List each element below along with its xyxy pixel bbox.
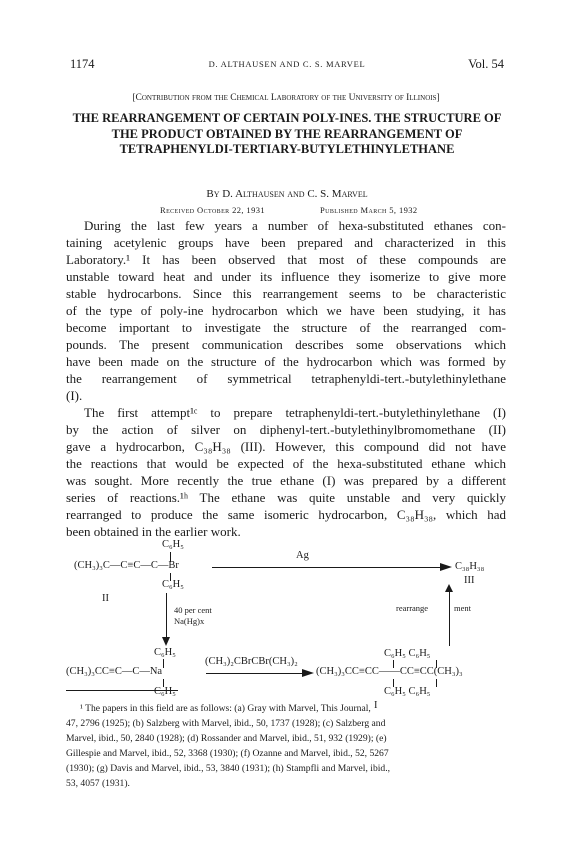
author-byline: By D. Althausen and C. S. Marvel xyxy=(206,188,368,200)
body-line: been obtained in the earlier work. xyxy=(66,524,241,539)
body-line: The first attempt¹ᶜ to prepare tetraphenyldi-tert.-butylethinylethane (I) xyxy=(84,405,506,420)
footnote-rule xyxy=(66,690,178,691)
body-line: by the action of silver on diphenyl-tert.-butylethinylbromomethane (II) xyxy=(66,422,506,437)
body-line: gave a hydrocarbon, C₃₈H₃₈ (III). However, this compound did not have xyxy=(66,439,506,454)
reagent-silver: Ag xyxy=(296,550,309,561)
footnote-line: 53, 4057 (1931). xyxy=(66,778,130,789)
bond-line xyxy=(436,679,437,687)
product-formula: C₃₈H₃₈ xyxy=(455,561,485,572)
sodium-top-phenyl: C₆H₅ xyxy=(154,647,176,658)
arrowhead xyxy=(162,637,170,646)
compound-label-ii: II xyxy=(102,593,109,604)
bromide-formula: (CH₃)₃C—C≡C—C—Br xyxy=(74,560,179,571)
body-line: the reactions that would be expected of the hexa-substituted ethane which xyxy=(66,456,506,471)
body-line: of the type of poly-ine hydrocarbon which we have been studying, it has xyxy=(66,303,506,318)
arrowhead xyxy=(445,584,453,592)
body-line: the rearrangement of symmetrical tetraphenyldi-tert.-butylethinylethane xyxy=(66,371,506,386)
body-line: During the last few years a number of hexa-substituted ethanes con- xyxy=(84,218,506,233)
body-line: stable hydrocarbons. Since this rearrangement seems to be characteristic xyxy=(66,286,506,301)
footnote-line: Marvel, ibid., 50, 2840 (1928); (d) Rossander and Marvel, ibid., 51, 932 (1929); (e) xyxy=(66,733,387,744)
body-line: Laboratory.¹ It has been observed that most of these compounds are xyxy=(66,252,506,267)
running-header xyxy=(70,57,504,73)
sodium-bottom-phenyl: C₆H₅ xyxy=(154,686,176,697)
body-line: have been made on the structure of the hydrocarbon which was formed by xyxy=(66,354,506,369)
body-line: was sought. More recently the true ethane (I) was prepared by a different xyxy=(66,473,506,488)
arrowhead xyxy=(302,669,314,677)
compound-label-i: I xyxy=(374,700,378,711)
bond-line xyxy=(163,659,164,668)
arrow-coupling xyxy=(206,673,302,674)
paper-title: THE REARRANGEMENT OF CERTAIN POLY-INES. THE STRUCTURE OF THE PRODUCT OBTAINED BY THE REARRANGEMENT OF TETRAPHENYLDI-TERTIARY-BUTYLETHINYLETHANE xyxy=(72,111,502,157)
header-authors: D. ALTHAUSEN AND C. S. MARVEL xyxy=(208,59,366,69)
arrow-rearrangement xyxy=(449,589,450,646)
footnote-line: ¹ The papers in this field are as follows: (a) Gray with Marvel, This Journal, xyxy=(80,703,371,714)
body-line: (I). xyxy=(66,388,83,403)
received-date: Received October 22, 1931 xyxy=(160,205,266,215)
body-line: unstable toward heat and under its influence they isomerize to give more xyxy=(66,269,506,284)
reduction-condition: 40 per cent xyxy=(174,605,212,615)
contribution-line: [Contribution from the Chemical Laboratory of the University of Illinois] xyxy=(132,93,440,103)
sodium-compound: (CH₃)₃CC≡C—C—Na xyxy=(66,666,163,677)
body-line: taining acetylenic groups have been prepared and characterized in this xyxy=(66,235,506,250)
compound-label-iii: III xyxy=(464,575,475,586)
reduction-reagent: Na(Hg)x xyxy=(174,616,205,626)
body-line: series of reactions.¹ʰ The ethane was quite unstable and very quickly xyxy=(66,490,506,505)
ethane-formula: (CH₃)₃CC≡CC——CC≡CC(CH₃)₃ xyxy=(316,666,463,677)
arrow-silver xyxy=(212,567,440,568)
coupling-reagent: (CH₃)₂CBrCBr(CH₃)₂ xyxy=(205,656,298,667)
arrowhead xyxy=(440,563,452,571)
footnote-line: Gillespie and Marvel, ibid., 52, 3368 (1930); (f) Ozanne and Marvel, ibid., 52, 5267 xyxy=(66,748,389,759)
bromide-top-phenyl: C₆H₅ xyxy=(162,539,184,550)
arrow-reduction xyxy=(166,593,167,637)
page-number: 1174 xyxy=(70,57,95,71)
rearrangement-label: ment xyxy=(454,603,471,613)
ethane-top-phenyls: C₆H₅ C₆H₅ xyxy=(384,648,431,659)
body-line: become important to investigate the structure of the rearranged com- xyxy=(66,320,506,335)
ethane-bottom-phenyls: C₆H₅ C₆H₅ xyxy=(384,686,431,697)
published-date: Published March 5, 1932 xyxy=(320,205,418,215)
footnote-line: (1930); (g) Davis and Marvel, ibid., 53, 3840 (1931); (h) Stampfli and Marvel, ibid., xyxy=(66,763,390,774)
volume-number: Vol. 54 xyxy=(468,57,504,71)
rearrangement-label: rearrange xyxy=(396,603,429,613)
bromide-bottom-phenyl: C₆H₅ xyxy=(162,579,184,590)
body-line: pounds. The present communication describes some observations which xyxy=(66,337,506,352)
body-line: rearranged to produce the same isomeric hydrocarbon, C₃₈H₃₈, which had xyxy=(66,507,506,522)
footnote-line: 47, 2796 (1925); (b) Salzberg with Marvel, ibid., 50, 1737 (1928); (c) Salzberg and xyxy=(66,718,386,729)
